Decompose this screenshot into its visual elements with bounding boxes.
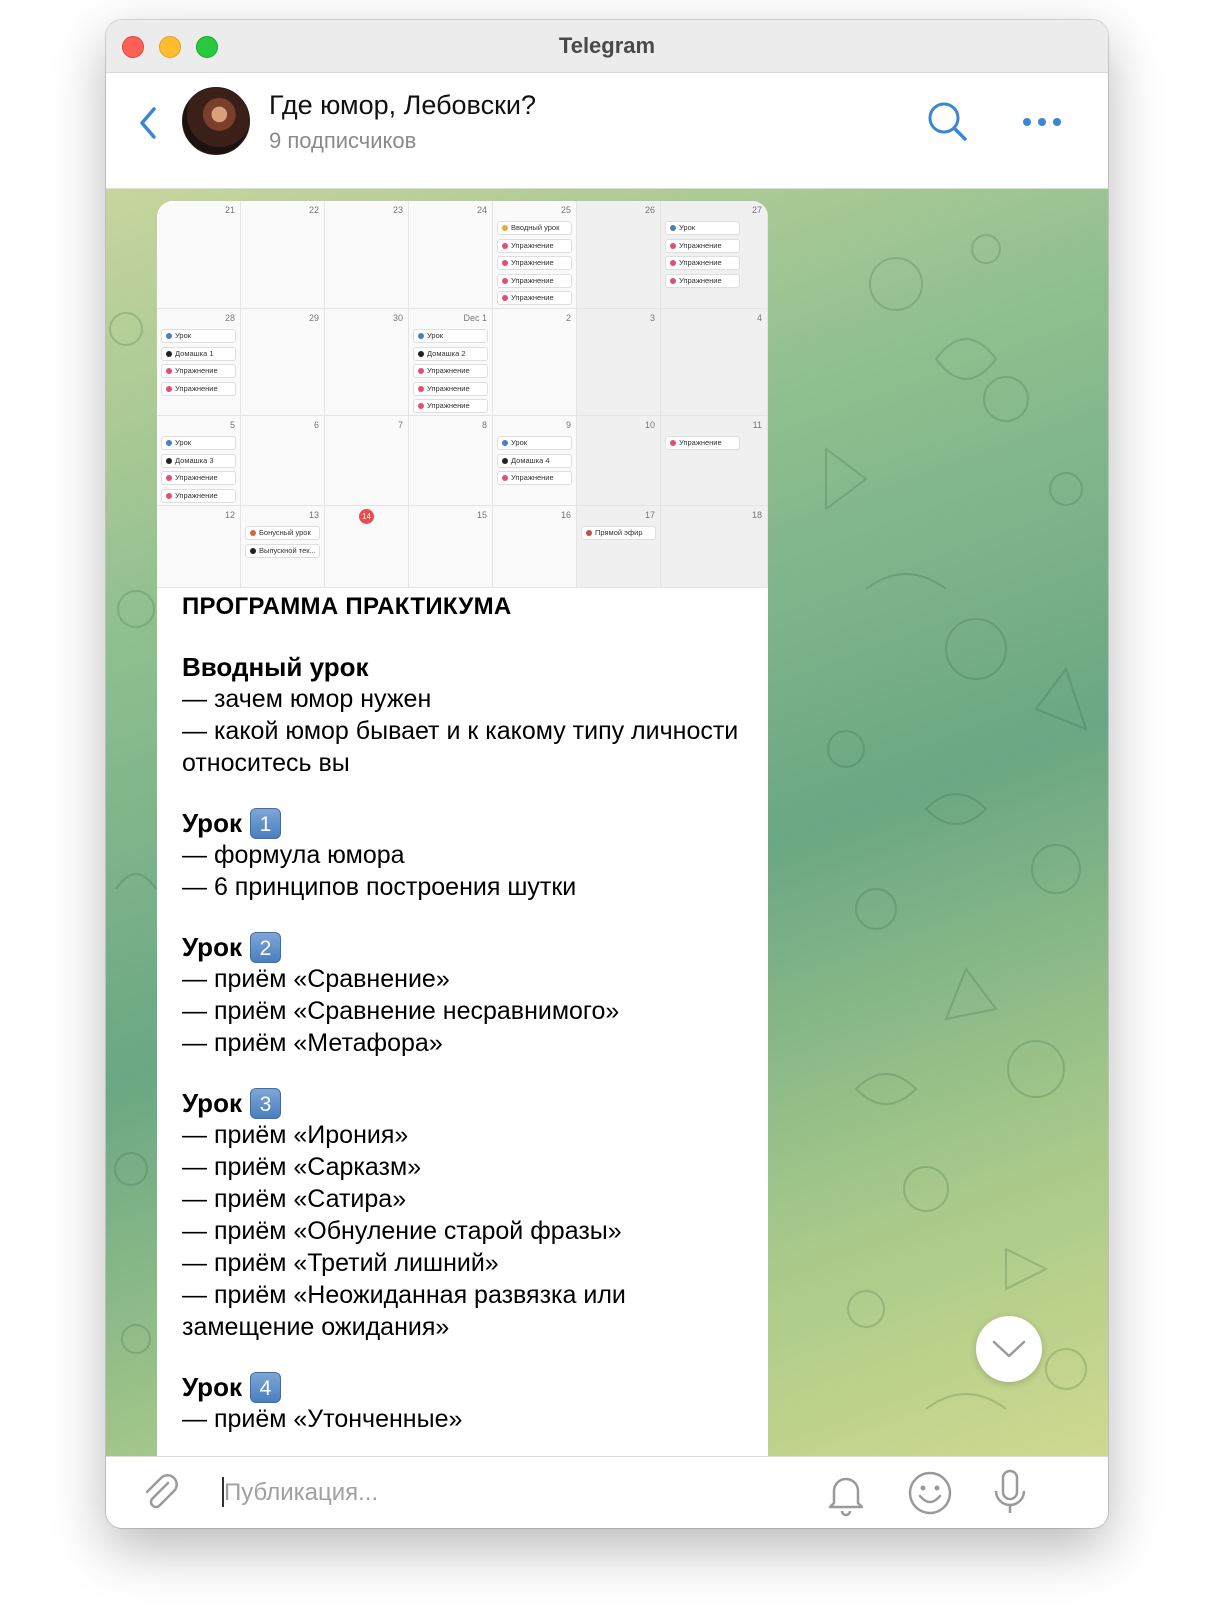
- calendar-event: [497, 274, 572, 288]
- event-dot-icon: [418, 368, 424, 374]
- event-dot-icon: [502, 225, 508, 231]
- calendar-day-number: 25: [560, 205, 571, 215]
- calendar-day-number: 17: [644, 510, 655, 520]
- event-dot-icon: [502, 458, 508, 464]
- calendar-day: [241, 506, 325, 588]
- calendar-day-number: 4: [756, 313, 762, 323]
- calendar-day: [577, 416, 661, 506]
- search-button[interactable]: [924, 99, 970, 145]
- calendar-day: [409, 506, 493, 588]
- calendar-day: [409, 416, 493, 506]
- event-dot-icon: [502, 260, 508, 266]
- event-dot-icon: [166, 386, 172, 392]
- telegram-window: [106, 20, 1108, 1528]
- event-dot-icon: [250, 530, 256, 536]
- message-input[interactable]: [224, 1475, 784, 1511]
- post-text: [182, 591, 752, 1456]
- lesson-title: [182, 651, 752, 683]
- calendar-day-number: 10: [644, 420, 655, 430]
- event-dot-icon: [502, 440, 508, 446]
- calendar-day: [661, 201, 768, 309]
- chevron-down-icon: [976, 1316, 1042, 1382]
- calendar-event: [497, 291, 572, 305]
- chat-area[interactable]: [106, 189, 1108, 1456]
- notifications-button[interactable]: [824, 1469, 868, 1517]
- lesson-section: [182, 1371, 752, 1435]
- voice-message-button[interactable]: [990, 1467, 1030, 1519]
- calendar-day: [661, 416, 768, 506]
- calendar-day-number: 9: [565, 420, 571, 430]
- calendar-day: [241, 309, 325, 416]
- calendar-event: [497, 454, 572, 468]
- event-dot-icon: [670, 243, 676, 249]
- event-dot-icon: [166, 333, 172, 339]
- calendar-day-number: 22: [308, 205, 319, 215]
- event-dot-icon: [166, 493, 172, 499]
- calendar-event-label: Упражнение: [511, 473, 554, 482]
- title-bar: [106, 20, 1108, 73]
- calendar-event-label: Упражнение: [511, 293, 554, 302]
- calendar-day-number: 11: [752, 420, 762, 430]
- microphone-icon: [990, 1467, 1030, 1519]
- more-button[interactable]: [1020, 107, 1064, 137]
- event-dot-icon: [502, 295, 508, 301]
- calendar-event-label: Упражнение: [511, 258, 554, 267]
- lesson-section: [182, 1087, 752, 1343]
- calendar-day: [661, 309, 768, 416]
- calendar-event-label: Урок: [175, 438, 192, 447]
- calendar-event-label: Упражнение: [427, 401, 470, 410]
- keycap-number-icon: 1: [250, 808, 281, 839]
- calendar-event: [665, 274, 740, 288]
- lesson-title-text: Урок: [182, 932, 242, 962]
- event-dot-icon: [250, 548, 256, 554]
- calendar-day: [493, 416, 577, 506]
- calendar-image: [157, 201, 768, 588]
- subscriber-count: 9 подписчиков: [269, 128, 417, 153]
- channel-post[interactable]: [157, 201, 768, 1456]
- calendar-day-number: 7: [397, 420, 403, 430]
- event-dot-icon: [670, 260, 676, 266]
- lesson-topic: — приём «Утонченные»: [182, 1405, 463, 1433]
- calendar-event-label: Урок: [175, 331, 192, 340]
- calendar-event-label: Упражнение: [679, 240, 722, 250]
- lesson-topic: — приём «Обнуление старой фразы»: [182, 1217, 622, 1245]
- calendar-day: [493, 506, 577, 588]
- calendar-event-label: Урок: [427, 331, 444, 340]
- lesson-section: [182, 651, 752, 779]
- calendar-event-label: Домашка 3: [175, 455, 214, 465]
- calendar-event-label: Упражнение: [427, 383, 470, 393]
- calendar-event-label: Упражнение: [679, 438, 722, 447]
- event-dot-icon: [166, 458, 172, 464]
- lesson-topic: — зачем юмор нужен: [182, 685, 432, 713]
- keycap-number-icon: 3: [250, 1088, 281, 1119]
- calendar-event: [413, 382, 488, 396]
- calendar-day: [157, 201, 241, 309]
- attach-button[interactable]: [138, 1471, 182, 1515]
- chat-header: [106, 73, 1108, 189]
- calendar-day-number: 23: [392, 205, 403, 215]
- calendar-day: [577, 309, 661, 416]
- calendar-event-label: Домашка 1: [175, 348, 214, 358]
- back-button[interactable]: [134, 103, 164, 143]
- calendar-event: [161, 364, 236, 378]
- lesson-title: [182, 1371, 752, 1403]
- calendar-event: [161, 454, 236, 468]
- calendar-event: [161, 382, 236, 396]
- calendar-day: [493, 309, 577, 416]
- event-dot-icon: [586, 530, 592, 536]
- calendar-event-label: Упражнение: [679, 258, 722, 267]
- lesson-topic: — приём «Сатира»: [182, 1185, 407, 1213]
- calendar-event: [161, 347, 236, 361]
- lesson-topic: — приём «Неожиданная развязка или замещение ожидания»: [182, 1281, 626, 1341]
- lesson-title-text: Урок: [182, 1372, 242, 1402]
- calendar-day: [325, 416, 409, 506]
- calendar-day-number: 21: [224, 205, 235, 215]
- calendar-event-label: Вводный урок: [511, 223, 560, 232]
- calendar-event: [161, 489, 236, 503]
- event-dot-icon: [418, 386, 424, 392]
- emoji-button[interactable]: [906, 1469, 954, 1517]
- keycap-number-icon: 2: [250, 932, 281, 963]
- calendar-day-number: 2: [565, 313, 571, 323]
- calendar-event: [665, 239, 740, 253]
- lesson-topic: — приём «Третий лишний»: [182, 1249, 499, 1277]
- lesson-topic: — приём «Ирония»: [182, 1121, 409, 1149]
- calendar-event: [161, 436, 236, 450]
- calendar-event: [497, 256, 572, 270]
- calendar-event-label: Упражнение: [175, 473, 218, 482]
- calendar-event-label: Упражнение: [511, 275, 554, 285]
- calendar-day: [157, 416, 241, 506]
- calendar-event-label: Урок: [679, 223, 696, 232]
- calendar-day-number: 15: [476, 510, 487, 520]
- lesson-title: [182, 807, 752, 839]
- calendar-week: [157, 201, 768, 309]
- calendar-day: [241, 416, 325, 506]
- calendar-day-number: 13: [308, 510, 319, 520]
- calendar-day-number: 30: [392, 313, 403, 323]
- calendar-event: [665, 256, 740, 270]
- calendar-day-number: 3: [649, 313, 655, 323]
- calendar-event-label: Урок: [511, 438, 528, 447]
- calendar-day: [409, 201, 493, 309]
- calendar-event: [161, 471, 236, 485]
- chevron-left-icon: [134, 103, 164, 143]
- calendar-event: [497, 221, 572, 235]
- calendar-event-label: Бонусный урок: [259, 528, 311, 537]
- calendar-event: [665, 436, 740, 450]
- paperclip-icon: [138, 1471, 182, 1515]
- calendar-event-label: Упражнение: [175, 490, 218, 500]
- chat-title[interactable]: Где юмор, Лебовски?: [269, 90, 536, 120]
- lesson-title-text: Урок: [182, 1088, 242, 1118]
- channel-avatar[interactable]: [182, 87, 250, 155]
- lesson-topic: — формула юмора: [182, 841, 405, 869]
- calendar-event: [581, 526, 656, 540]
- calendar-day: [325, 201, 409, 309]
- lesson-topic: — приём «Сарказм»: [182, 1153, 422, 1181]
- calendar-day: [577, 201, 661, 309]
- event-dot-icon: [670, 440, 676, 446]
- calendar-day: [241, 201, 325, 309]
- calendar-day-number: 28: [224, 313, 235, 323]
- lesson-title: [182, 1087, 752, 1119]
- calendar-day-number: 6: [313, 420, 319, 430]
- calendar-day-number: 24: [476, 205, 487, 215]
- calendar-day-number: 12: [224, 510, 235, 520]
- calendar-event-label: Упражнение: [175, 366, 218, 375]
- calendar-event: [413, 399, 488, 413]
- calendar-day: [661, 506, 768, 588]
- event-dot-icon: [166, 368, 172, 374]
- event-dot-icon: [502, 278, 508, 284]
- calendar-day: [157, 506, 241, 588]
- calendar-event: [413, 347, 488, 361]
- search-icon: [924, 99, 970, 145]
- calendar-event: [497, 239, 572, 253]
- calendar-day: [325, 506, 409, 588]
- bell-icon: [824, 1469, 868, 1517]
- event-dot-icon: [418, 333, 424, 339]
- lesson-section: [182, 807, 752, 903]
- calendar-event-label: Упражнение: [427, 366, 470, 375]
- calendar-event-label: Домашка 2: [427, 348, 466, 358]
- calendar-event-label: Упражнение: [175, 383, 218, 393]
- lesson-title: [182, 931, 752, 963]
- calendar-event-label: Упражнение: [679, 275, 722, 285]
- more-icon: [1020, 107, 1064, 137]
- calendar-day-number: 16: [560, 510, 571, 520]
- calendar-day-number: 5: [229, 420, 235, 430]
- message-composer: [106, 1456, 1108, 1528]
- lesson-topic: — приём «Сравнение»: [182, 965, 450, 993]
- calendar-event-label: Выпускной тек...: [259, 545, 316, 555]
- calendar-day-number: 29: [308, 313, 319, 323]
- calendar-event: [413, 364, 488, 378]
- calendar-event: [245, 544, 320, 558]
- calendar-week: [157, 309, 768, 416]
- calendar-event: [497, 471, 572, 485]
- lesson-topic: — приём «Сравнение несравнимого»: [182, 997, 620, 1025]
- event-dot-icon: [166, 440, 172, 446]
- lesson-title-text: Урок: [182, 808, 242, 838]
- calendar-day: [325, 309, 409, 416]
- app-title: Telegram: [558, 33, 656, 58]
- calendar-day: [157, 309, 241, 416]
- calendar-week: [157, 506, 768, 588]
- event-dot-icon: [670, 278, 676, 284]
- calendar-event: [413, 329, 488, 343]
- calendar-day-number: 18: [751, 510, 762, 520]
- calendar-day: [577, 506, 661, 588]
- event-dot-icon: [502, 475, 508, 481]
- event-dot-icon: [670, 225, 676, 231]
- smile-icon: [906, 1469, 954, 1517]
- lesson-topic: — какой юмор бывает и к какому типу личности относитесь вы: [182, 717, 739, 777]
- lesson-topic: — 6 принципов построения шутки: [182, 873, 577, 901]
- calendar-day-number: 27: [751, 205, 762, 215]
- event-dot-icon: [166, 475, 172, 481]
- calendar-event-label: Прямой эфир: [595, 528, 643, 537]
- calendar-event: [665, 221, 740, 235]
- keycap-number-icon: 4: [250, 1372, 281, 1403]
- calendar-day: [493, 201, 577, 309]
- calendar-day-number: 26: [644, 205, 655, 215]
- calendar-event-label: Домашка 4: [511, 455, 550, 465]
- calendar-event: [497, 436, 572, 450]
- event-dot-icon: [166, 351, 172, 357]
- event-dot-icon: [418, 351, 424, 357]
- calendar-day-number: Dec 1: [463, 313, 487, 323]
- calendar-day-number: 14: [359, 509, 374, 524]
- lesson-title-text: Вводный урок: [182, 652, 369, 682]
- calendar-day-number: 8: [481, 420, 487, 430]
- calendar-event: [245, 526, 320, 540]
- calendar-day: [409, 309, 493, 416]
- lesson-topic: — приём «Метафора»: [182, 1029, 443, 1057]
- program-title: ПРОГРАММА ПРАКТИКУМА: [182, 593, 512, 620]
- calendar-event-label: Упражнение: [511, 240, 554, 250]
- calendar-event: [161, 329, 236, 343]
- event-dot-icon: [418, 403, 424, 409]
- lesson-section: [182, 931, 752, 1059]
- event-dot-icon: [502, 243, 508, 249]
- scroll-down-button[interactable]: [976, 1316, 1042, 1382]
- calendar-week: [157, 416, 768, 506]
